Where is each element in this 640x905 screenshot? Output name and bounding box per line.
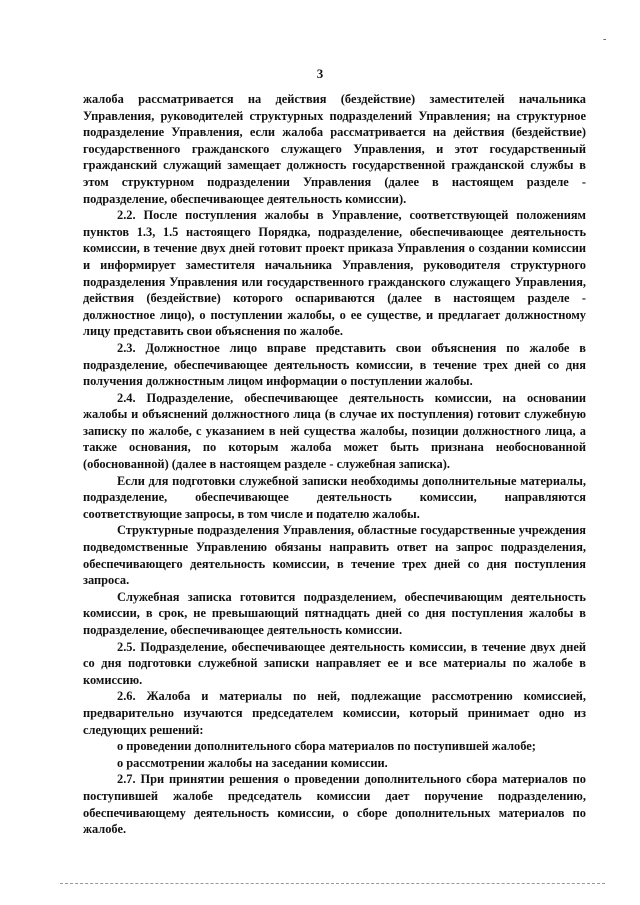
- paragraph: 2.4. Подразделение, обеспечивающее деятельность комиссии, на основании жалобы и объяснений должностного лица (в случае их поступления) готовит служебную записку по жалобе, с указанием в ней существа жалобы, позиции должностного лица, а также основания, по которым жалоба может быть признана необоснованной (обоснованной) (далее в настоящем разделе - служебная записка).: [83, 390, 586, 472]
- page-bottom-divider: [60, 883, 605, 884]
- corner-mark: -: [603, 34, 607, 45]
- paragraph: Служебная записка готовится подразделением, обеспечивающим деятельность комиссии, в срок, не превышающий пятнадцать дней со дня поступления жалобы в подразделение, обеспечивающее деятельность комиссии.: [83, 589, 586, 637]
- paragraph: 2.6. Жалоба и материалы по ней, подлежащие рассмотрению комиссией, предварительно изучаются председателем комиссии, который принимает одно из следующих решений:: [83, 689, 586, 737]
- paragraph: 2.5. Подразделение, обеспечивающее деятельность комиссии, в течение двух дней со дня подготовки служебной записки направляет ее и все материалы по жалобе в комиссию.: [83, 639, 586, 687]
- list-item: о проведении дополнительного сбора материалов по поступившей жалобе;: [117, 739, 536, 754]
- paragraph: Если для подготовки служебной записки необходимы дополнительные материалы, подразделение, обеспечивающее деятельность комиссии, направляются соответствующие запросы, в том числе и подателю жалобы.: [83, 473, 586, 521]
- paragraph: 2.2. После поступления жалобы в Управление, соответствующей положениям пунктов 1.3, 1.5 настоящего Порядка, подразделение, обеспечивающее деятельность комиссии, в течение двух дней готовит проект приказа Управления о создании комиссии и информирует заместителя начальника Управления, руководителя структурного подразделения Управления или государственного гражданского служащего Управления, действия (бездействие) которого оспариваются (далее в настоящем разделе - должностное лицо), о поступлении жалобы, о ее существе, и предлагает должностному лицу представить свои объяснения по жалобе.: [83, 208, 586, 339]
- document-body: [83, 91, 586, 838]
- paragraph: жалоба рассматривается на действия (бездействие) заместителей начальника Управления, руководителей структурных подразделений Управления; на структурное подразделение Управления, если жалоба рассматривается на действия (бездействие) государственного гражданского служащего Управления, и этот государственный гражданский служащий замещает должность государственной гражданской службы в этом структурном подразделении Управления (далее в настоящем разделе - подразделение, обеспечивающее деятельность комиссии).: [83, 92, 586, 206]
- page-number: 3: [316, 66, 324, 81]
- list-item: о рассмотрении жалобы на заседании комиссии.: [117, 755, 388, 770]
- paragraph: 2.7. При принятии решения о проведении дополнительного сбора материалов по поступившей жалобе председатель комиссии дает поручение подразделению, обеспечивающему деятельность комиссии, о сборе дополнительных материалов по жалобе.: [83, 772, 586, 837]
- paragraph: Структурные подразделения Управления, областные государственные учреждения подведомственные Управлению обязаны направить ответ на запрос подразделения, обеспечивающего деятельность комиссии, в течение трех дней со дня поступления запроса.: [83, 523, 586, 588]
- paragraph: 2.3. Должностное лицо вправе представить свои объяснения по жалобе в подразделение, обеспечивающее деятельность комиссии, в течение трех дней со дня получения должностным лицом информации о поступлении жалобы.: [83, 340, 586, 389]
